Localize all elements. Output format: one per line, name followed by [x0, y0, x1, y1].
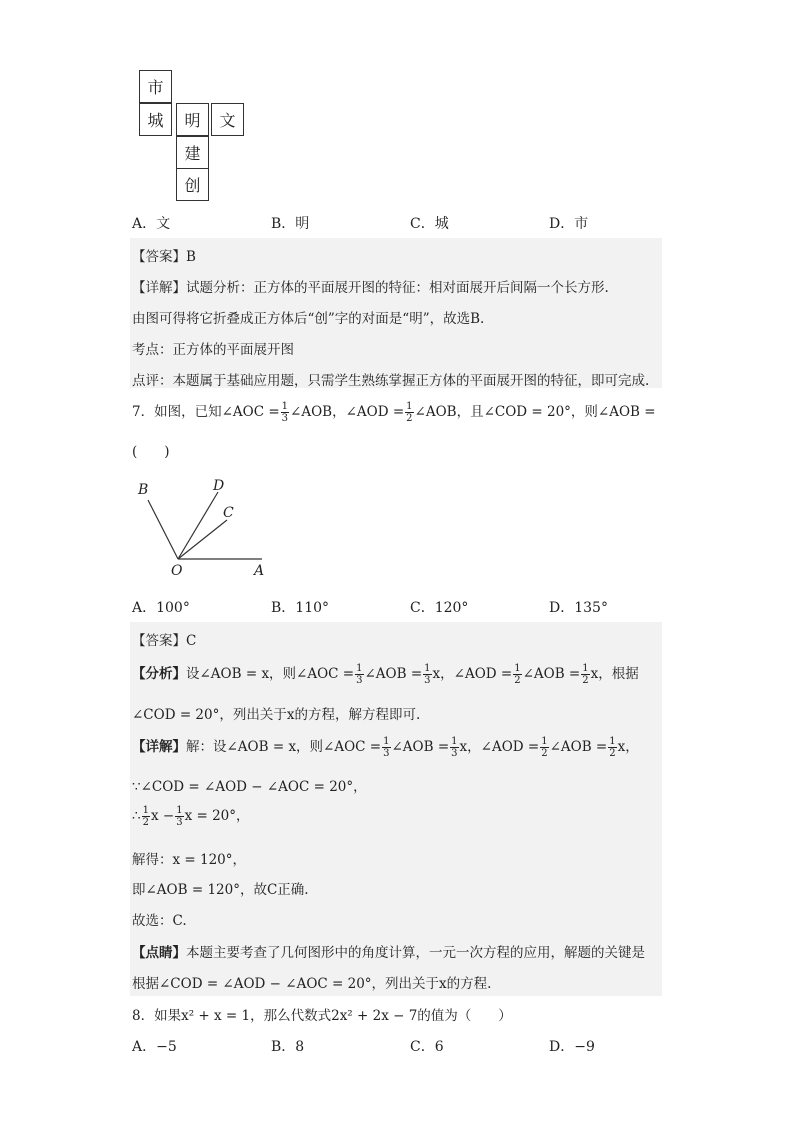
comment-line: 点评：本题属于基础应用题，只需学生熟练掌握正方体的平面展开图的特征，即可完成. [132, 373, 650, 389]
net-cell: 市 [139, 70, 172, 103]
question-stem: 7．如图，已知∠AOC = $\frac{1}{3}$ ∠AOB，∠AOD = $\frac{1}{2}$ ∠AOB，且∠COD = 20°，则∠AOB = [132, 401, 656, 424]
option-d: D．135° [549, 600, 608, 616]
option-b: B．110° [271, 600, 330, 616]
label-c: C [223, 505, 234, 521]
option-b: B．明 [271, 216, 310, 232]
net-cell: 明 [176, 103, 209, 136]
net-cell: 城 [139, 103, 172, 136]
because-line: ∵∠COD = ∠AOD − ∠AOC = 20°， [132, 779, 367, 795]
ray-od [178, 492, 218, 559]
option-d: D．−9 [549, 1039, 595, 1055]
option-a: A．100° [132, 600, 190, 616]
label-d: D [213, 478, 225, 494]
label-o: O [171, 563, 183, 579]
option-c: C．120° [410, 600, 469, 616]
option-a: A．−5 [132, 1039, 177, 1055]
net-cell: 创 [176, 168, 209, 201]
answer-line: 【答案】B [132, 249, 196, 265]
option-c: C．6 [410, 1039, 444, 1055]
note-line: 【点睛】本题主要考查了几何图形中的角度计算，一元一次方程的应用，解题的关键是 [132, 945, 645, 961]
option-b: B．8 [271, 1039, 305, 1055]
detail-line: 【详解】试题分析：正方体的平面展开图的特征：相对面展开后间隔一个长方形. [132, 280, 609, 296]
option-c: C．城 [410, 216, 449, 232]
label-b: B [138, 482, 149, 498]
question-paren: ( ) [132, 444, 170, 460]
ji-line: 即∠AOB = 120°，故C正确. [132, 882, 309, 898]
analysis-line: 【分析】设∠AOB = x，则∠AOC = $\frac{1}{3}$ ∠AOB = $\frac{1}{3}$ x，∠AOD = $\frac{1}{2}$ ∠AOB = $\frac{1}{2}$ x，根据 [132, 663, 639, 686]
option-a: A．文 [132, 216, 171, 232]
choose-line: 故选：C. [132, 913, 187, 929]
detail-line: 【详解】解：设∠AOB = x，则∠AOC = $\frac{1}{3}$ ∠AOB = $\frac{1}{3}$ x，∠AOD = $\frac{1}{2}$ ∠AOB = $\frac{1}{2}$ x， [132, 736, 639, 759]
detail-line: 由图可得将它折叠成正方体后“创”字的对面是“明”，故选B. [132, 311, 485, 327]
kaodian-line: 考点：正方体的平面展开图 [132, 342, 294, 358]
question-stem: 8．如果x² + x = 1，那么代数式2x² + 2x − 7的值为（ ） [132, 1008, 512, 1024]
answer-line: 【答案】C [132, 633, 197, 649]
net-cell: 建 [176, 136, 209, 169]
ray-oc [178, 520, 227, 559]
note-line: 根据∠COD = ∠AOD − ∠AOC = 20°，列出关于x的方程. [132, 976, 492, 992]
ray-ob [148, 500, 178, 559]
solve-line: 解得：x = 120°， [132, 852, 247, 868]
therefore-line: ∴ $\frac{1}{2}$ x − $\frac{1}{3}$ x = 20°， [132, 805, 250, 828]
label-a: A [254, 563, 265, 579]
net-cell: 文 [211, 103, 244, 136]
analysis-line: ∠COD = 20°，列出关于x的方程，解方程即可. [132, 707, 421, 723]
option-d: D．市 [549, 216, 589, 232]
